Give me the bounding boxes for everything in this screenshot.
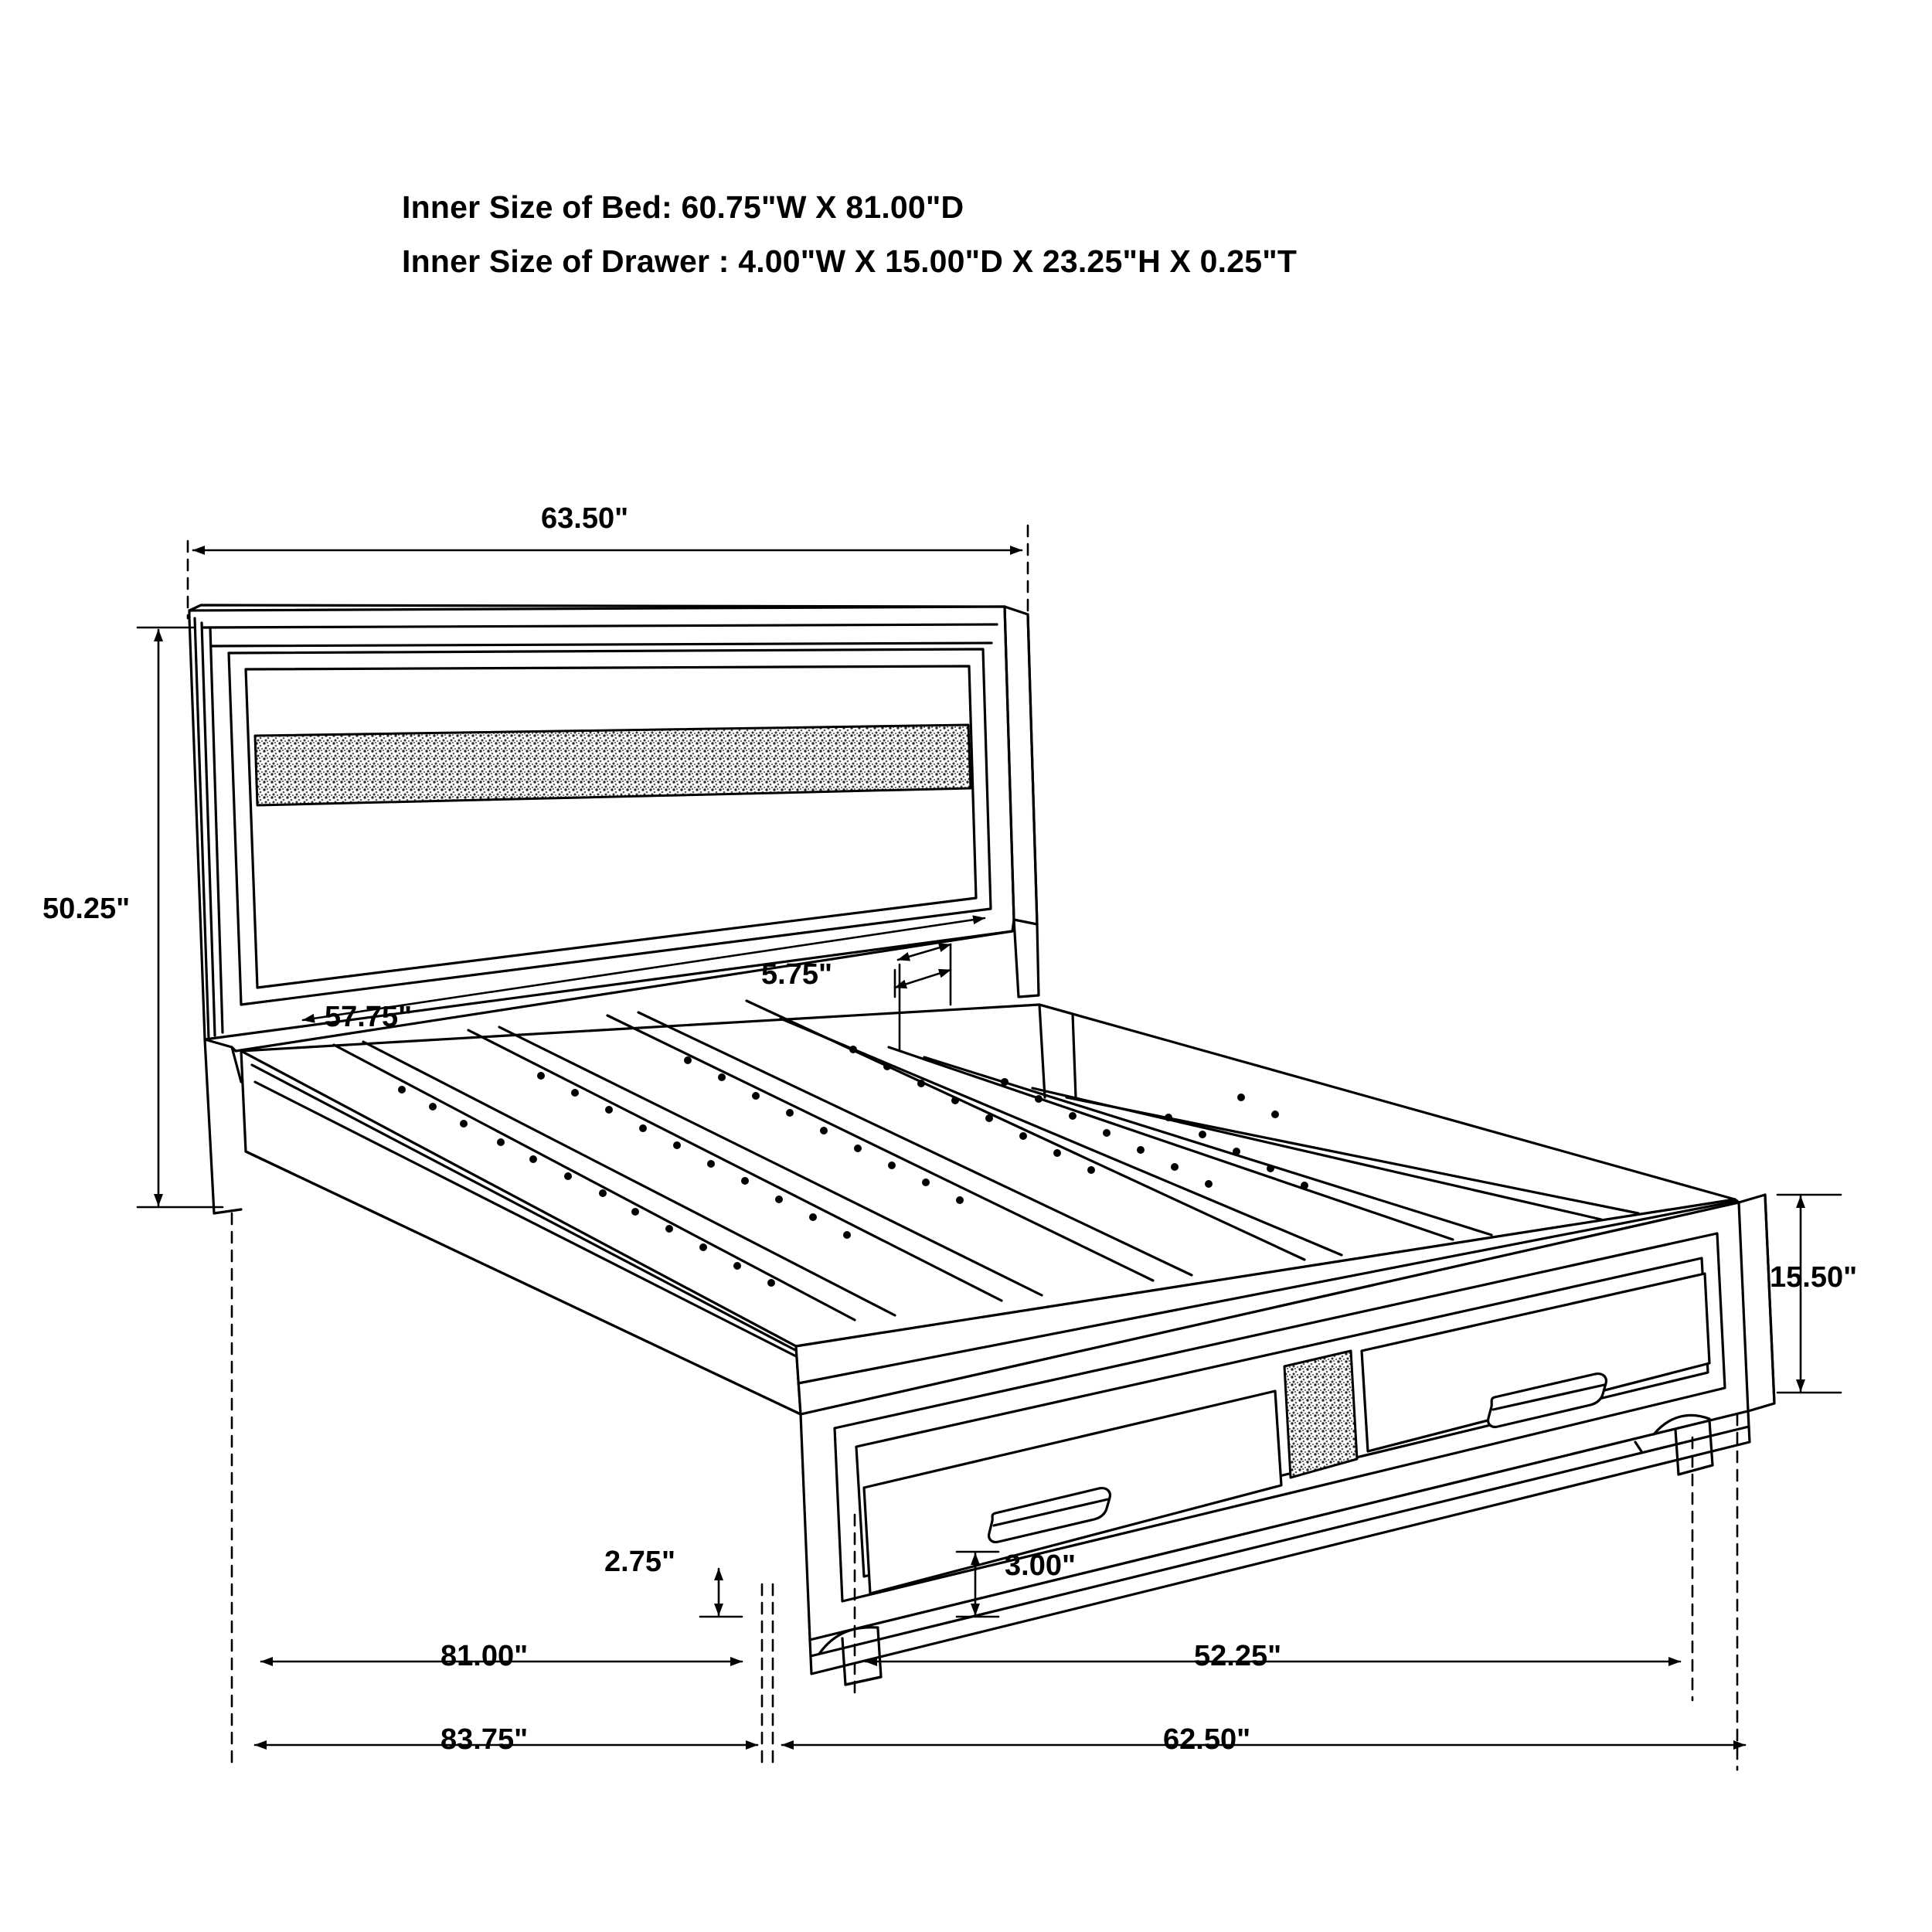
dim-headboard-height: 50.25"	[43, 893, 131, 925]
dim-leg-clearance: 3.00"	[1005, 1549, 1076, 1582]
dim-headboard-offset: 5.75"	[761, 958, 832, 991]
inner-size-bed-text: Inner Size of Bed: 60.75"W X 81.00"D	[402, 189, 964, 225]
dim-overall-width: 62.50"	[1163, 1723, 1251, 1756]
dim-side-rail-length: 81.00"	[440, 1640, 529, 1672]
dim-overall-length: 83.75"	[440, 1723, 529, 1756]
dim-footboard-height: 15.50"	[1770, 1261, 1858, 1294]
dim-headboard-inner-width: 57.75"	[325, 1001, 413, 1033]
dim-drawer-span: 52.25"	[1194, 1640, 1282, 1672]
inner-size-drawer-text: Inner Size of Drawer : 4.00"W X 15.00"D X 23.25"H X 0.25"T	[402, 243, 1298, 279]
dim-headboard-width: 63.50"	[541, 502, 629, 535]
dim-foot-rail-base: 2.75"	[604, 1546, 675, 1578]
